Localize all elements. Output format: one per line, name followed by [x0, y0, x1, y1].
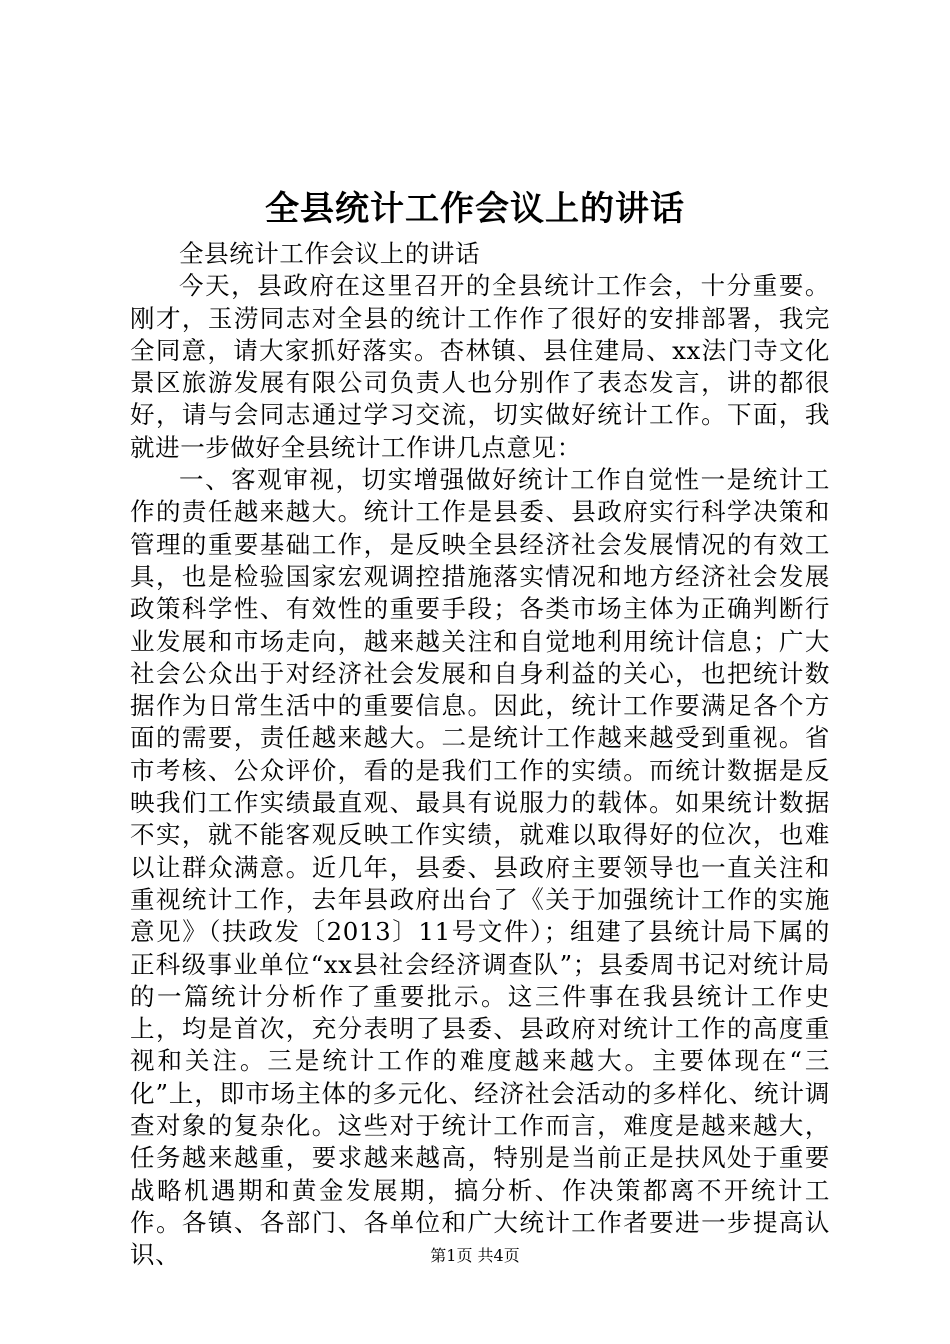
paragraph-intro: 今天，县政府在这里召开的全县统计工作会，十分重要。刚才，玉涝同志对全县的统计工作作了很好的安排部署，我完全同意，请大家抓好落实。杏林镇、县住建局、xx法门寺文化景区旅游发展有限公司负责人也分别作了表态发言，讲的都很好，请与会同志通过学习交流，切实做好统计工作。下面，我就进一步做好全县统计工作讲几点意见：	[130, 271, 830, 462]
page-title: 全县统计工作会议上的讲话	[265, 189, 685, 229]
page-number-footer: 第1页 共4页	[430, 1246, 520, 1265]
document-body	[130, 238, 830, 1272]
paragraph-section-one: 一、客观审视，切实增强做好统计工作自觉性一是统计工作的责任越来越大。统计工作是县委、县政府实行科学决策和管理的重要基础工作，是反映全县经济社会发展情况的有效工具，也是检验国家宏观调控措施落实情况和地方经济社会发展政策科学性、有效性的重要手段；各类市场主体为正确判断行业发展和市场走向，越来越关注和自觉地利用统计信息；广大社会公众出于对经济社会发展和自身利益的关心，也把统计数据作为日常生活中的重要信息。因此，统计工作要满足各个方面的需要，责任越来越大。二是统计工作越来越受到重视。省市考核、公众评价，看的是我们工作的实绩。而统计数据是反映我们工作实绩最直观、最具有说服力的载体。如果统计数据不实，就不能客观反映工作实绩，就难以取得好的位次，也难以让群众满意。近几年，县委、县政府主要领导也一直关注和重视统计工作，去年县政府出台了《关于加强统计工作的实施意见》（扶政发〔2013〕11号文件）；组建了县统计局下属的正科级事业单位“xx县社会经济调查队”；县委周书记对统计局的一篇统计分析作了重要批示。这三件事在我县统计工作史上，均是首次，充分表明了县委、县政府对统计工作的高度重视和关注。三是统计工作的难度越来越大。主要体现在“三化”上，即市场主体的多元化、经济社会活动的多样化、统计调查对象的复杂化。这些对于统计工作而言，难度是越来越大，任务越来越重，要求越来越高，特别是当前正是扶风处于重要战略机遇期和黄金发展期，搞分析、作决策都离不开统计工作。各镇、各部门、各单位和广大统计工作者要进一步提高认识、	[130, 465, 830, 1270]
paragraph-subtitle: 全县统计工作会议上的讲话	[179, 239, 481, 268]
